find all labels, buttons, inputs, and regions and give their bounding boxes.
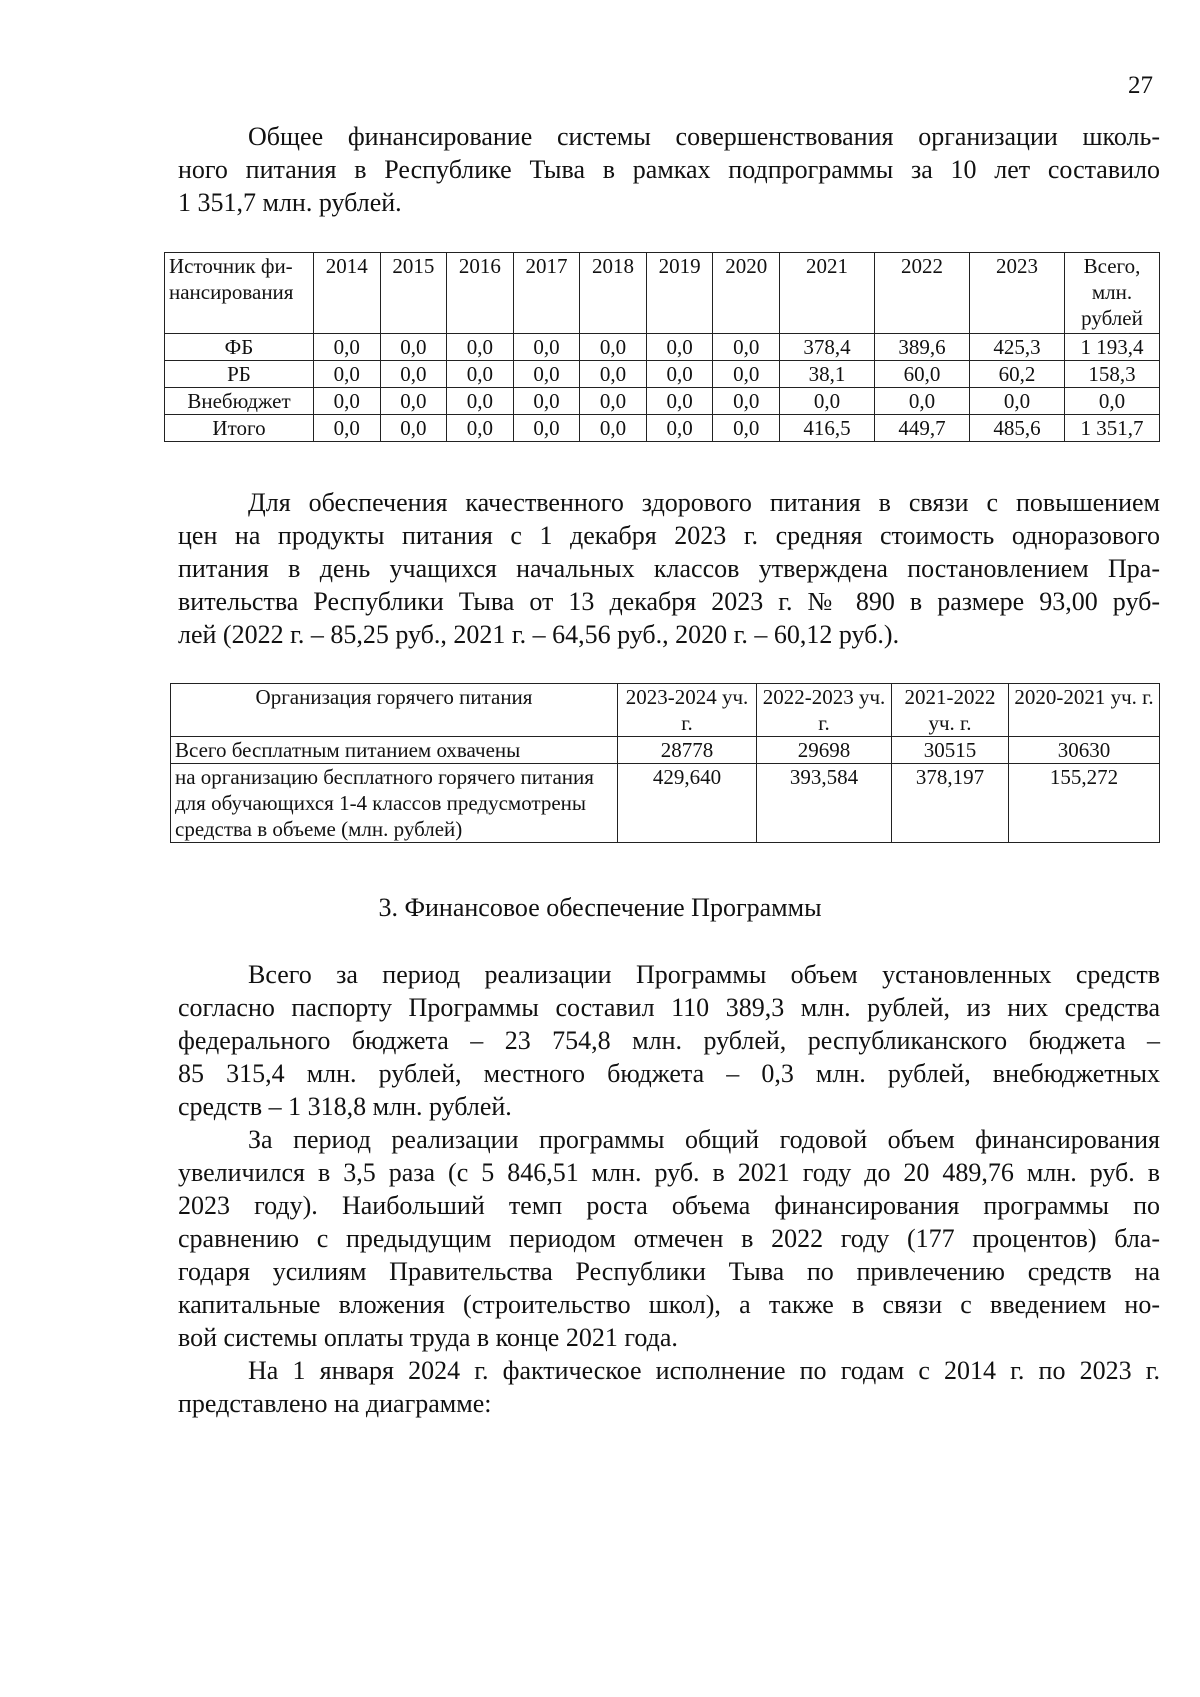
table-row: РБ 0,0 0,0 0,0 0,0 0,0 0,0 0,0 38,1 60,0 60,2 158,3: [165, 361, 1160, 388]
table-row: Итого 0,0 0,0 0,0 0,0 0,0 0,0 0,0 416,5 449,7 485,6 1 351,7: [165, 415, 1160, 442]
table-row: на организацию бесплатного горячего питания для обучающихся 1-4 классов предусмотрены средства в объеме (млн. рублей) 429,640 393,584 378,197 155,272: [171, 764, 1160, 843]
table-header-row: Организация горячего питания 2023-2024 уч. г. 2022-2023 уч. г. 2021-2022 уч. г. 2020-2021 уч. г.: [171, 684, 1160, 737]
table-row: ФБ 0,0 0,0 0,0 0,0 0,0 0,0 0,0 378,4 389,6 425,3 1 193,4: [165, 334, 1160, 361]
paragraph-financing-growth: За период реализации программы общий годовой объем финансирования увеличился в 3,5 раза (с 5 846,51 млн. руб. в 2021 году до 20 489,76 млн. руб. в 2023 году). Наибольший темп роста объема финансирования программы по сравнению с предыдущим периодом отмечен в 2022 году (177 процентов) бла- годаря усилиям Правительства Республики Тыва по привлечению средств на капитальные вложения (строительство школ), а также в связи с введением но- вой системы оплаты труда в конце 2021 года.: [178, 1125, 1160, 1352]
table-row: Всего бесплатным питанием охвачены 28778 29698 30515 30630: [171, 737, 1160, 764]
paragraph-meal-cost: Для обеспечения качественного здорового питания в связи с повышением цен на продукты питания с 1 декабря 2023 г. средняя стоимость одноразового питания в день учащихся начальных классов утверждена постановлением Пра- вительства Республики Тыва от 13 декабря 2023 г. № 890 в размере 93,00 руб- лей (2022 г. – 85,25 руб., 2021 г. – 64,56 руб., 2020 г. – 60,12 руб.).: [178, 488, 1160, 649]
section-heading: 3. Финансовое обеспечение Программы: [378, 893, 822, 922]
page-number: 27: [1128, 72, 1153, 99]
financing-sources-table: [164, 252, 1160, 442]
paragraph-general-financing: Общее финансирование системы совершенствования организации школь- ного питания в Республике Тыва в рамках подпрограммы за 10 лет составило 1 351,7 млн. рублей.: [178, 122, 1160, 217]
table-header-row: Источник фи-нансирования 2014 2015 2016 2017 2018 2019 2020 2021 2022 2023 Всего, млн. рублей: [165, 253, 1160, 334]
paragraph-diagram-intro: На 1 января 2024 г. фактическое исполнение по годам с 2014 г. по 2023 г. представлено на диаграмме:: [178, 1356, 1160, 1418]
paragraph-program-total: Всего за период реализации Программы объем установленных средств согласно паспорту Программы составил 110 389,3 млн. рублей, из них средства федерального бюджета – 23 754,8 млн. рублей, республиканского бюджета – 85 315,4 млн. рублей, местного бюджета – 0,3 млн. рублей, внебюджетных средств – 1 318,8 млн. рублей.: [178, 960, 1160, 1121]
hot-meals-table: [170, 683, 1160, 843]
table-row: Внебюджет 0,0 0,0 0,0 0,0 0,0 0,0 0,0 0,0 0,0 0,0 0,0: [165, 388, 1160, 415]
